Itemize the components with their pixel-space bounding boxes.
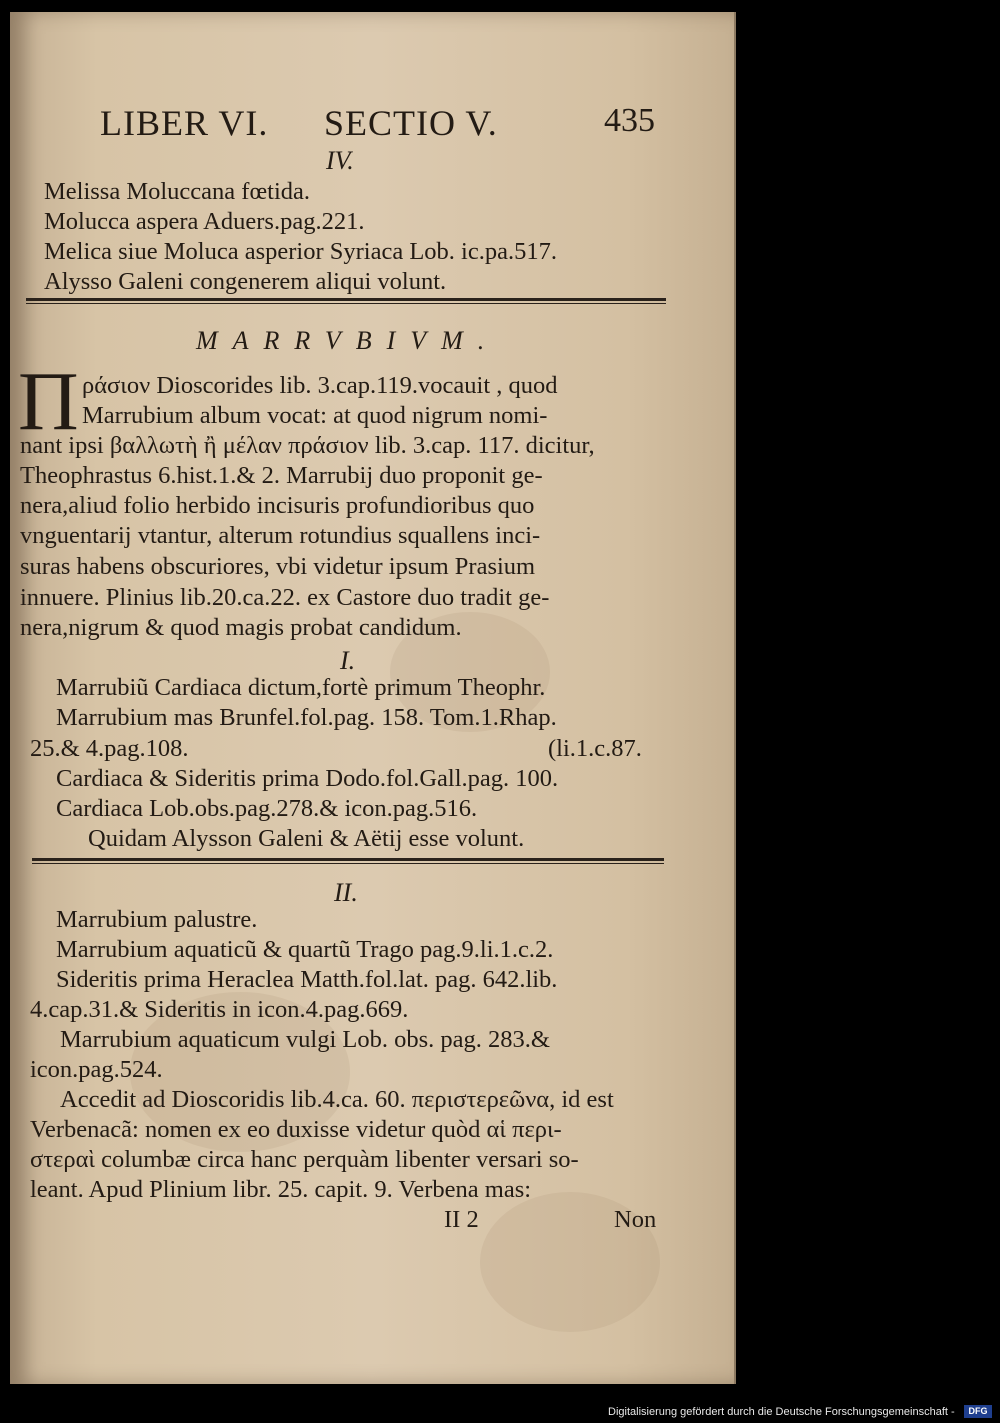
section-ii-numeral: II. <box>334 878 358 907</box>
section-ii-line: στεραὶ columbæ circa hanc perquàm libenter versari so- <box>30 1146 579 1173</box>
header-liber: LIBER VI. <box>100 103 269 143</box>
section-ii-line: Marrubium aquaticum vulgi Lob. obs. pag. 283.& <box>60 1026 550 1053</box>
divider-rule <box>32 863 664 864</box>
intro-line: nant ipsi βαλλωτὴ ἢ μέλαν πράσιον lib. 3.cap. 117. dicitur, <box>20 432 595 459</box>
section-iv-line: Alysso Galeni congenerem aliqui volunt. <box>44 268 447 295</box>
intro-line: innuere. Plinius lib.20.ca.22. ex Castore duo tradit ge- <box>20 584 550 611</box>
section-ii-line: icon.pag.524. <box>30 1056 163 1083</box>
intro-line: nera,nigrum & quod magis probat candidum. <box>20 614 462 641</box>
section-i-line: Cardiaca Lob.obs.pag.278.& icon.pag.516. <box>56 795 478 822</box>
intro-line: Marrubium album vocat: at quod nigrum nomi- <box>82 402 548 429</box>
section-ii-line: Marrubium palustre. <box>56 906 258 933</box>
dfg-logo: DFG <box>964 1405 992 1418</box>
page-number: 435 <box>604 102 655 139</box>
intro-line: nera,aliud folio herbido incisuris profundioribus quo <box>20 492 535 519</box>
section-i-numeral: I. <box>340 646 356 675</box>
section-ii-line: leant. Apud Plinium libr. 25. capit. 9. Verbena mas: <box>30 1176 532 1203</box>
section-ii-line: 4.cap.31.& Sideritis in icon.4.pag.669. <box>30 996 409 1023</box>
section-i-line: Cardiaca & Sideritis prima Dodo.fol.Gall.pag. 100. <box>56 765 559 792</box>
signature-mark: II 2 <box>444 1206 479 1233</box>
intro-line: vnguentarij vtantur, alterum rotundius squallens inci- <box>20 522 541 549</box>
intro-line: Theophrastus 6.hist.1.& 2. Marrubij duo proponit ge- <box>20 462 543 489</box>
chapter-title: MARRVBIVM. <box>196 326 500 355</box>
section-ii-line: Sideritis prima Heraclea Matth.fol.lat. pag. 642.lib. <box>56 966 558 993</box>
section-i-line: 25.& 4.pag.108. <box>30 735 189 762</box>
section-ii-line: Accedit ad Dioscoridis lib.4.ca. 60. περιστερεῶνα, id est <box>60 1086 614 1113</box>
section-i-line: Marrubium mas Brunfel.fol.pag. 158. Tom.1.Rhap. <box>56 704 557 731</box>
section-iv-line: Melissa Moluccana fœtida. <box>44 178 311 205</box>
section-i-line: Marrubiũ Cardiaca dictum,fortè primum Theophr. <box>56 674 546 701</box>
divider-rule <box>26 303 666 304</box>
section-ii-line: Verbenacã: nomen ex eo duxisse videtur quòd αἱ περι- <box>30 1116 562 1143</box>
section-i-line: Quidam Alysson Galeni & Aëtij esse volunt. <box>88 825 525 852</box>
divider-rule <box>32 858 664 861</box>
divider-rule <box>26 298 666 301</box>
drop-capital: Π <box>18 355 79 448</box>
intro-line: ράσιον Dioscorides lib. 3.cap.119.vocauit , quod <box>82 372 558 399</box>
section-ii-line: Marrubium aquaticũ & quartũ Trago pag.9.li.1.c.2. <box>56 936 554 963</box>
intro-line: suras habens obscuriores, vbi videtur ipsum Prasium <box>20 553 536 580</box>
header-sectio: SECTIO V. <box>324 103 498 143</box>
section-iv-numeral: IV. <box>326 146 354 175</box>
section-iv-line: Melica siue Moluca asperior Syriaca Lob. ic.pa.517. <box>44 238 557 265</box>
digitization-credit: Digitalisierung gefördert durch die Deutsche Forschungsgemeinschaft - <box>608 1406 955 1418</box>
section-i-line-right: (li.1.c.87. <box>548 735 642 762</box>
catchword: Non <box>614 1206 657 1233</box>
section-iv-line: Molucca aspera Aduers.pag.221. <box>44 208 365 235</box>
